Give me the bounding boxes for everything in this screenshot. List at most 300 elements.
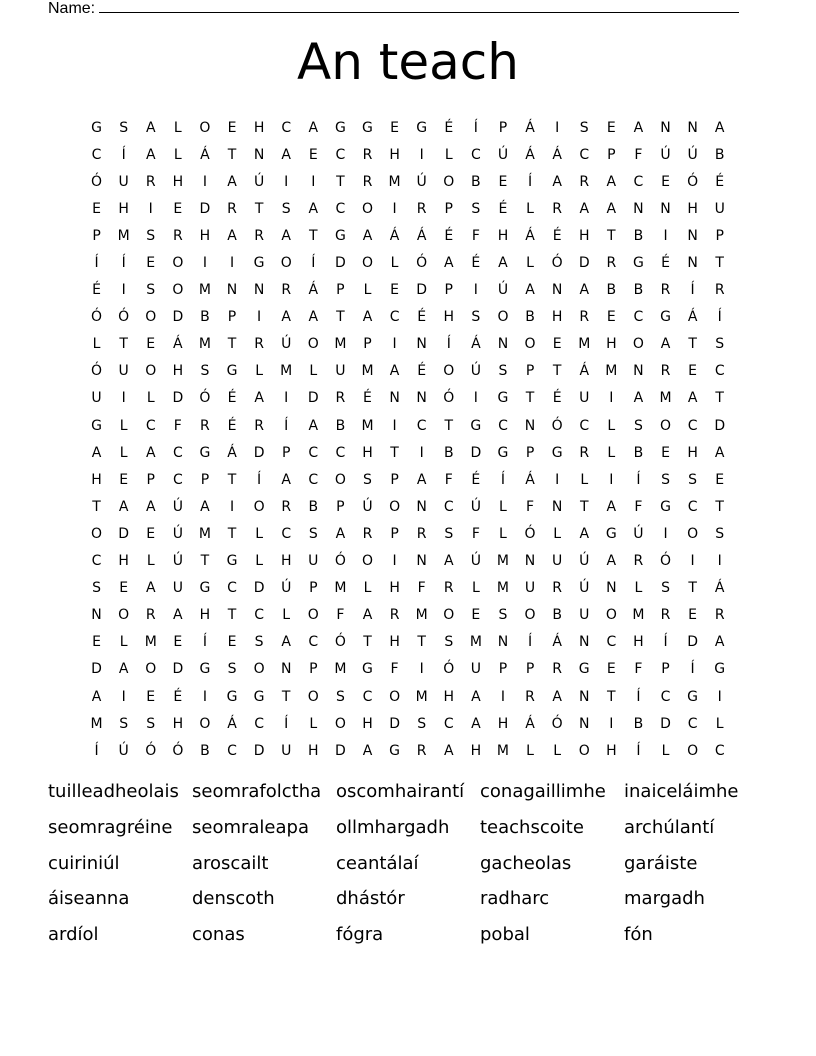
grid-letter[interactable]: L [526, 742, 534, 759]
grid-letter[interactable]: Á [389, 227, 400, 244]
grid-letter[interactable]: A [606, 553, 617, 570]
grid-letter[interactable]: C [633, 309, 644, 326]
grid-letter[interactable]: I [257, 309, 262, 326]
grid-letter[interactable]: O [389, 688, 401, 705]
grid-letter[interactable]: B [633, 444, 644, 461]
grid-letter[interactable]: P [200, 471, 210, 488]
grid-letter[interactable]: A [362, 227, 373, 244]
grid-letter[interactable]: M [334, 336, 347, 353]
grid-letter[interactable]: S [119, 119, 129, 136]
grid-letter[interactable]: I [663, 525, 668, 542]
grid-letter[interactable]: G [253, 688, 265, 705]
grid-letter[interactable]: C [308, 471, 319, 488]
grid-letter[interactable]: Ú [497, 282, 509, 299]
name-underline[interactable] [99, 0, 739, 13]
grid-letter[interactable]: A [471, 715, 481, 732]
grid-letter[interactable]: R [281, 282, 292, 299]
grid-letter[interactable]: Í [636, 688, 641, 705]
grid-letter[interactable]: C [389, 309, 400, 326]
grid-letter[interactable]: A [443, 553, 454, 570]
grid-letter[interactable]: S [146, 227, 156, 244]
grid-letter[interactable]: R [579, 309, 590, 326]
grid-letter[interactable]: G [551, 444, 563, 461]
grid-letter[interactable]: A [91, 444, 102, 461]
grid-letter[interactable]: O [334, 715, 346, 732]
grid-letter[interactable]: U [118, 363, 129, 380]
grid-letter[interactable]: Í [121, 146, 126, 163]
grid-letter[interactable]: A [362, 742, 373, 759]
grid-letter[interactable]: U [308, 553, 319, 570]
grid-letter[interactable]: H [497, 227, 509, 244]
grid-letter[interactable]: E [661, 444, 670, 461]
grid-letter[interactable]: L [119, 417, 128, 434]
grid-letter[interactable]: Í [446, 336, 451, 353]
grid-letter[interactable]: R [254, 227, 264, 244]
grid-letter[interactable]: Ú [579, 580, 590, 597]
grid-letter[interactable]: M [198, 525, 211, 542]
grid-letter[interactable]: E [173, 200, 183, 217]
grid-letter[interactable]: E [606, 309, 616, 326]
grid-letter[interactable]: O [145, 363, 157, 380]
grid-letter[interactable]: N [416, 498, 427, 515]
grid-letter[interactable]: H [497, 715, 509, 732]
grid-letter[interactable]: Á [687, 309, 698, 326]
grid-letter[interactable]: É [471, 471, 481, 488]
grid-letter[interactable]: T [227, 607, 237, 624]
grid-letter[interactable]: C [254, 715, 264, 732]
grid-letter[interactable]: R [606, 255, 617, 272]
grid-letter[interactable]: D [253, 580, 265, 597]
grid-letter[interactable]: F [471, 525, 480, 542]
grid-letter[interactable]: S [471, 200, 481, 217]
grid-letter[interactable]: T [336, 309, 345, 326]
grid-letter[interactable]: N [497, 634, 509, 651]
grid-letter[interactable]: Ú [579, 553, 590, 570]
grid-letter[interactable]: L [499, 525, 507, 542]
grid-letter[interactable]: A [335, 525, 346, 542]
grid-letter[interactable]: A [145, 146, 156, 163]
grid-letter[interactable]: T [607, 227, 616, 244]
grid-letter[interactable]: É [552, 390, 562, 407]
grid-letter[interactable]: C [687, 498, 698, 515]
grid-letter[interactable]: P [607, 146, 616, 163]
grid-letter[interactable]: O [578, 742, 590, 759]
grid-letter[interactable]: E [498, 173, 508, 190]
grid-letter[interactable]: I [284, 173, 289, 190]
grid-letter[interactable]: T [715, 255, 724, 272]
grid-letter[interactable]: Ú [416, 173, 427, 190]
grid-letter[interactable]: M [280, 363, 293, 380]
grid-letter[interactable]: Ú [470, 498, 481, 515]
grid-letter[interactable]: S [579, 119, 589, 136]
grid-letter[interactable]: B [633, 715, 644, 732]
grid-letter[interactable]: P [444, 200, 453, 217]
grid-letter[interactable]: S [444, 525, 454, 542]
grid-letter[interactable]: N [524, 553, 536, 570]
grid-letter[interactable]: B [552, 607, 562, 624]
grid-letter[interactable]: R [335, 390, 346, 407]
grid-letter[interactable]: U [552, 553, 563, 570]
grid-letter[interactable]: A [579, 200, 590, 217]
grid-letter[interactable]: M [469, 634, 482, 651]
grid-letter[interactable]: P [498, 119, 508, 136]
grid-letter[interactable]: M [632, 607, 645, 624]
grid-letter[interactable]: S [633, 417, 643, 434]
grid-letter[interactable]: I [717, 688, 722, 705]
grid-letter[interactable]: A [660, 336, 671, 353]
grid-letter[interactable]: Í [473, 119, 478, 136]
grid-letter[interactable]: A [606, 498, 617, 515]
grid-letter[interactable]: L [715, 715, 724, 732]
grid-letter[interactable]: I [419, 444, 424, 461]
grid-letter[interactable]: B [606, 282, 617, 299]
grid-letter[interactable]: Á [416, 227, 427, 244]
grid-letter[interactable]: S [335, 688, 345, 705]
grid-letter[interactable]: O [497, 309, 509, 326]
grid-letter[interactable]: M [496, 742, 509, 759]
grid-letter[interactable]: C [687, 715, 698, 732]
grid-letter[interactable]: A [389, 363, 400, 380]
grid-letter[interactable]: S [119, 715, 129, 732]
grid-letter[interactable]: T [715, 498, 724, 515]
grid-letter[interactable]: N [416, 390, 427, 407]
grid-letter[interactable]: B [335, 417, 346, 434]
grid-letter[interactable]: R [254, 417, 264, 434]
grid-letter[interactable]: Ú [633, 525, 644, 542]
grid-letter[interactable]: P [715, 227, 724, 244]
grid-letter[interactable]: G [334, 227, 346, 244]
grid-letter[interactable]: M [578, 336, 591, 353]
grid-letter[interactable]: R [389, 607, 400, 624]
grid-letter[interactable]: G [578, 661, 590, 678]
grid-letter[interactable]: O [253, 498, 265, 515]
grid-letter[interactable]: P [525, 363, 535, 380]
grid-letter[interactable]: I [473, 390, 478, 407]
grid-letter[interactable]: R [579, 444, 590, 461]
grid-letter[interactable]: C [687, 417, 698, 434]
grid-letter[interactable]: A [443, 255, 454, 272]
grid-letter[interactable]: P [309, 661, 318, 678]
grid-letter[interactable]: C [227, 580, 237, 597]
grid-letter[interactable]: C [308, 444, 319, 461]
grid-letter[interactable]: Á [552, 634, 562, 651]
grid-letter[interactable]: A [254, 390, 264, 407]
grid-letter[interactable]: N [660, 200, 671, 217]
grid-letter[interactable]: I [555, 471, 560, 488]
grid-letter[interactable]: D [714, 417, 726, 434]
grid-letter[interactable]: I [609, 715, 614, 732]
grid-letter[interactable]: T [525, 390, 535, 407]
grid-letter[interactable]: R [579, 173, 590, 190]
grid-letter[interactable]: M [415, 607, 428, 624]
grid-letter[interactable]: U [281, 742, 292, 759]
grid-letter[interactable]: E [227, 119, 237, 136]
grid-letter[interactable]: Á [714, 580, 725, 597]
grid-letter[interactable]: L [309, 363, 318, 380]
grid-letter[interactable]: I [121, 390, 126, 407]
grid-letter[interactable]: R [281, 498, 292, 515]
grid-letter[interactable]: T [119, 336, 128, 353]
grid-letter[interactable]: H [362, 444, 373, 461]
grid-letter[interactable]: A [552, 688, 562, 705]
grid-letter[interactable]: M [117, 227, 130, 244]
grid-letter[interactable]: O [199, 119, 211, 136]
grid-letter[interactable]: Ó [91, 309, 103, 326]
grid-letter[interactable]: E [92, 634, 101, 651]
grid-letter[interactable]: G [632, 255, 644, 272]
grid-letter[interactable]: H [606, 742, 617, 759]
grid-letter[interactable]: S [227, 661, 237, 678]
grid-letter[interactable]: A [281, 471, 291, 488]
grid-letter[interactable]: Ó [687, 173, 699, 190]
grid-letter[interactable]: L [553, 525, 562, 542]
grid-letter[interactable]: A [118, 661, 129, 678]
grid-letter[interactable]: S [308, 525, 318, 542]
grid-letter[interactable]: B [308, 498, 319, 515]
grid-letter[interactable]: H [118, 200, 129, 217]
grid-letter[interactable]: E [146, 255, 156, 272]
grid-letter[interactable]: C [443, 715, 454, 732]
grid-letter[interactable]: G [660, 498, 671, 515]
grid-letter[interactable]: É [715, 173, 725, 190]
grid-letter[interactable]: G [605, 525, 617, 542]
grid-letter[interactable]: I [419, 146, 424, 163]
grid-letter[interactable]: Á [227, 444, 237, 461]
grid-letter[interactable]: É [471, 255, 481, 272]
grid-letter[interactable]: A [714, 444, 725, 461]
grid-letter[interactable]: H [633, 634, 644, 651]
grid-letter[interactable]: A [145, 580, 156, 597]
grid-letter[interactable]: A [173, 607, 183, 624]
grid-letter[interactable]: E [146, 688, 156, 705]
grid-letter[interactable]: I [311, 173, 316, 190]
grid-letter[interactable]: O [361, 553, 373, 570]
grid-letter[interactable]: A [362, 607, 373, 624]
grid-letter[interactable]: Í [311, 255, 316, 272]
grid-letter[interactable]: N [416, 553, 427, 570]
grid-letter[interactable]: N [633, 200, 644, 217]
grid-letter[interactable]: I [473, 282, 478, 299]
grid-letter[interactable]: U [470, 661, 481, 678]
grid-letter[interactable]: C [579, 146, 590, 163]
grid-letter[interactable]: I [663, 227, 668, 244]
grid-letter[interactable]: B [443, 444, 454, 461]
grid-letter[interactable]: E [606, 661, 616, 678]
grid-letter[interactable]: Ó [551, 417, 563, 434]
grid-letter[interactable]: E [308, 146, 318, 163]
grid-letter[interactable]: Á [308, 282, 319, 299]
grid-letter[interactable]: R [552, 661, 562, 678]
grid-letter[interactable]: H [443, 688, 455, 705]
grid-letter[interactable]: O [361, 255, 373, 272]
grid-letter[interactable]: R [552, 580, 562, 597]
grid-letter[interactable]: Í [717, 309, 722, 326]
grid-letter[interactable]: P [661, 661, 670, 678]
grid-letter[interactable]: L [92, 336, 101, 353]
grid-letter[interactable]: H [687, 200, 698, 217]
grid-letter[interactable]: Ú [118, 742, 129, 759]
grid-letter[interactable]: C [335, 444, 346, 461]
grid-letter[interactable]: Á [173, 336, 183, 353]
grid-letter[interactable]: S [661, 471, 670, 488]
grid-letter[interactable]: U [524, 580, 536, 597]
grid-letter[interactable]: D [199, 200, 211, 217]
grid-letter[interactable]: É [227, 390, 237, 407]
grid-letter[interactable]: A [308, 200, 319, 217]
grid-letter[interactable]: Ú [660, 146, 671, 163]
grid-letter[interactable]: A [91, 688, 102, 705]
grid-letter[interactable]: T [417, 634, 426, 651]
grid-letter[interactable]: Á [552, 146, 562, 163]
grid-letter[interactable]: G [226, 553, 238, 570]
grid-letter[interactable]: P [444, 282, 453, 299]
grid-letter[interactable]: I [229, 255, 235, 272]
grid-letter[interactable]: L [661, 742, 670, 759]
grid-letter[interactable]: Í [690, 282, 695, 299]
grid-letter[interactable]: A [606, 173, 617, 190]
grid-letter[interactable]: U [579, 390, 590, 407]
grid-letter[interactable]: L [607, 444, 616, 461]
grid-letter[interactable]: O [605, 607, 617, 624]
grid-letter[interactable]: T [227, 471, 237, 488]
grid-letter[interactable]: L [173, 146, 182, 163]
grid-letter[interactable]: T [579, 498, 589, 515]
grid-letter[interactable]: L [363, 282, 372, 299]
grid-letter[interactable]: T [688, 580, 697, 597]
grid-letter[interactable]: H [91, 471, 102, 488]
grid-letter[interactable]: D [118, 525, 130, 542]
grid-letter[interactable]: Í [690, 661, 695, 678]
grid-letter[interactable]: S [363, 471, 372, 488]
grid-letter[interactable]: T [254, 200, 264, 217]
grid-letter[interactable]: L [363, 580, 372, 597]
grid-letter[interactable]: N [551, 498, 563, 515]
grid-letter[interactable]: H [308, 742, 319, 759]
grid-letter[interactable]: N [91, 607, 102, 624]
grid-letter[interactable]: U [118, 173, 129, 190]
grid-letter[interactable]: A [281, 634, 291, 651]
grid-letter[interactable]: T [552, 363, 562, 380]
grid-letter[interactable]: S [146, 282, 156, 299]
grid-letter[interactable]: F [634, 146, 643, 163]
grid-letter[interactable]: Ú [497, 146, 509, 163]
grid-letter[interactable]: E [92, 200, 101, 217]
grid-letter[interactable]: G [226, 363, 238, 380]
grid-letter[interactable]: G [687, 688, 699, 705]
grid-letter[interactable]: O [443, 173, 455, 190]
grid-letter[interactable]: C [579, 417, 590, 434]
grid-letter[interactable]: O [91, 525, 103, 542]
grid-letter[interactable]: H [443, 309, 455, 326]
grid-letter[interactable]: O [334, 471, 346, 488]
grid-letter[interactable]: C [606, 634, 617, 651]
grid-letter[interactable]: É [173, 688, 183, 705]
grid-letter[interactable]: I [202, 255, 207, 272]
grid-letter[interactable]: L [173, 119, 182, 136]
grid-letter[interactable]: O [118, 607, 130, 624]
grid-letter[interactable]: Á [200, 146, 210, 163]
grid-letter[interactable]: É [227, 417, 237, 434]
grid-letter[interactable]: R [714, 607, 725, 624]
grid-letter[interactable]: N [687, 119, 698, 136]
grid-letter[interactable]: M [496, 580, 509, 597]
grid-letter[interactable]: O [389, 498, 401, 515]
grid-letter[interactable]: N [687, 227, 698, 244]
grid-letter[interactable]: R [660, 607, 671, 624]
grid-letter[interactable]: P [146, 471, 155, 488]
grid-letter[interactable]: A [552, 173, 562, 190]
grid-letter[interactable]: Ú [172, 525, 183, 542]
grid-letter[interactable]: H [389, 580, 400, 597]
grid-letter[interactable]: L [146, 390, 155, 407]
grid-letter[interactable]: S [688, 471, 698, 488]
grid-letter[interactable]: Ó [443, 390, 455, 407]
grid-letter[interactable]: G [362, 661, 373, 678]
grid-letter[interactable]: H [551, 309, 563, 326]
grid-letter[interactable]: C [172, 471, 183, 488]
grid-letter[interactable]: D [660, 715, 671, 732]
grid-letter[interactable]: G [334, 119, 346, 136]
grid-letter[interactable]: H [172, 363, 184, 380]
grid-letter[interactable]: L [255, 553, 264, 570]
grid-letter[interactable]: H [389, 634, 400, 651]
grid-letter[interactable]: N [416, 336, 427, 353]
grid-letter[interactable]: P [525, 661, 535, 678]
grid-letter[interactable]: R [416, 742, 427, 759]
grid-letter[interactable]: A [525, 282, 535, 299]
grid-letter[interactable]: C [281, 119, 292, 136]
grid-letter[interactable]: P [336, 498, 345, 515]
grid-letter[interactable]: D [172, 390, 184, 407]
grid-letter[interactable]: C [172, 444, 183, 461]
grid-letter[interactable]: M [334, 661, 347, 678]
grid-letter[interactable]: M [198, 336, 211, 353]
grid-letter[interactable]: A [687, 390, 698, 407]
grid-letter[interactable]: O [632, 336, 644, 353]
grid-letter[interactable]: L [146, 553, 155, 570]
grid-letter[interactable]: I [392, 200, 397, 217]
grid-letter[interactable]: I [229, 498, 235, 515]
grid-letter[interactable]: N [578, 715, 590, 732]
grid-letter[interactable]: N [551, 282, 563, 299]
grid-letter[interactable]: R [660, 282, 671, 299]
grid-letter[interactable]: S [715, 525, 725, 542]
grid-letter[interactable]: D [687, 634, 698, 651]
grid-letter[interactable]: Ó [551, 715, 563, 732]
grid-letter[interactable]: C [145, 417, 156, 434]
grid-letter[interactable]: Í [257, 471, 262, 488]
grid-letter[interactable]: E [173, 634, 183, 651]
grid-letter[interactable]: B [471, 173, 481, 190]
grid-letter[interactable]: A [118, 498, 129, 515]
grid-letter[interactable]: F [390, 661, 399, 678]
grid-letter[interactable]: L [390, 255, 399, 272]
grid-letter[interactable]: A [281, 227, 291, 244]
grid-letter[interactable]: P [309, 580, 318, 597]
grid-letter[interactable]: C [227, 742, 237, 759]
grid-letter[interactable]: Í [94, 255, 99, 272]
grid-letter[interactable]: Ú [172, 498, 183, 515]
grid-letter[interactable]: A [227, 227, 237, 244]
grid-letter[interactable]: H [199, 607, 211, 624]
grid-letter[interactable]: S [498, 607, 508, 624]
grid-letter[interactable]: É [444, 119, 454, 136]
grid-letter[interactable]: G [497, 444, 509, 461]
grid-letter[interactable]: T [309, 227, 318, 244]
grid-letter[interactable]: E [715, 471, 725, 488]
grid-letter[interactable]: S [254, 634, 264, 651]
grid-letter[interactable]: N [389, 390, 400, 407]
